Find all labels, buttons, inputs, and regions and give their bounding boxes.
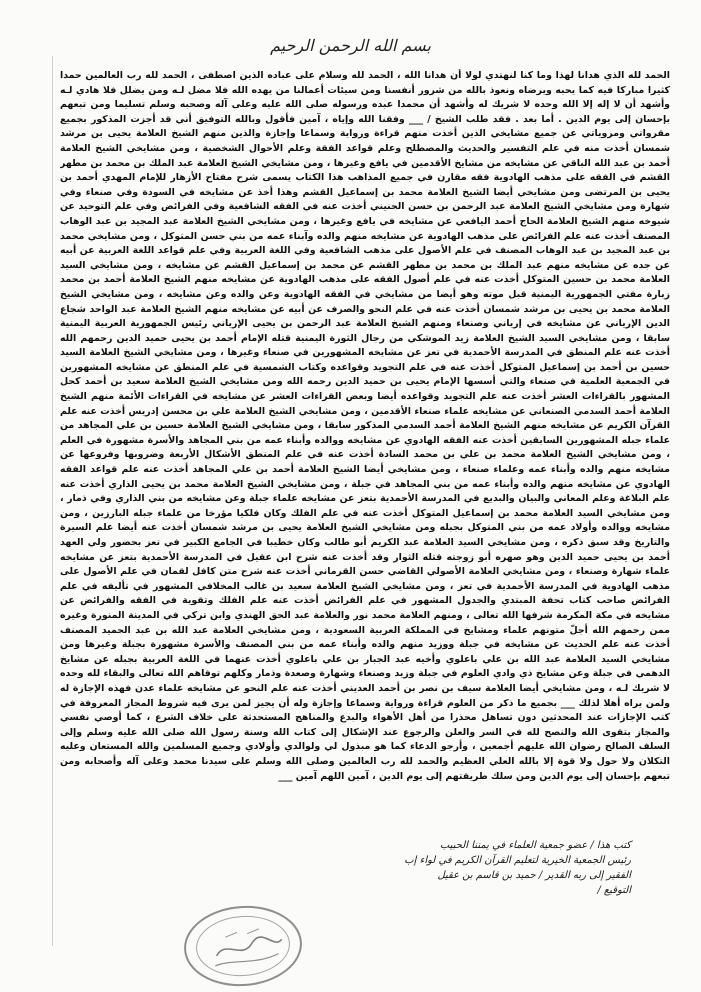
closing-line-author-title: كتب هذا / عضو جمعية العلماء في يمننا الحبيب	[439, 840, 631, 851]
closing-block	[111, 838, 631, 898]
closing-line-author-name: الفقير إلى ربه القدير / حميد بن قاسم بن عقيل	[437, 870, 631, 881]
association-stamp	[181, 902, 304, 990]
basmala-header: بسم الله الرحمن الرحيم	[270, 36, 431, 55]
ijaza-body-text	[60, 69, 670, 869]
closing-line-association: رئيس الجمعية الخيرية لتعليم القرآن الكريم في لواء إب	[404, 855, 631, 866]
body-paragraph: الحمد لله الذي هدانا لهذا وما كنا لنهتدي لولا أن هدانا الله ، الحمد لله وسلام على عباده الذين اصطفى ، الحمد لله رب العالمين حمدا كثيرا مباركا فيه كما يحبه ويرضاه ونعوذ بالله من شرور أنفسنا ومن سيئات أعمالنا من يهده الله فلا مضل لـه ومن يضلل فلا هادي لـه وأشهد أن لا إله إلا الله وحده لا شريك له وأشهد أن محمدا عبده ورسوله صلى الله عليه وعلى آله وصحبه وسلم تسليما ومن تبعهم بإحسان إلى يوم الدين . أما بعد . فقد طلب الشيخ / ___ وفقنا الله وإياه ، آمين فأقول وبالله التوفيق أني قد أجزت المذكور بجميع مقرواتي ومروياتي عن جميع مشايخي الذين أخذت منهم قراءة ورواية وسماعا وإجازة والذين منهم الشيخ العلامة يحيى بن مرشد شمسان أخذت منه في علم التفسير والحديث والمصطلح وعلم قواعد الفقة وعلم الأحوال الشخصية ، ومن مشايخي الشيخ العلامة أحمد بن عبد الله الباقي عن مشايخه من مشايخ الأقدمين في يافع وغيرها ، ومن مشايخي الشيخ العلامة عبد الملك بن محمد بن مطهر القشم في الفقه على مذهب الهادوية فقه مقارن في جميع المذاهب هذا الكتاب يسمى شرح مفتاح الأزهار للإمام المهدي أحمد بن يحيى بن المرتضى ومن مشايخي أيضا الشيخ العلامة محمد بن إسماعيل القشم وهذا أخذ عن مشايخه في السودة وفي صنعاء وفي شهارة ومن مشايخي الشيخ العلامة عبد الرحمن بن حسن الحنيني أخذت عنه في الفقه الشافعية وفي الفرائض وفي علم التوحيد عن شيوخه منهم الشيخ العلامة الحاج أحمد اليافعي عن مشايخه في يافع وغيرها ، ومن مشايخي الشيخ العلامة عبد المجيد بن عبد الوهاب المصنف أخذت عنه علم الفرائض على مذهب الهادوية عن مشايخه منهم والده وآبناء عمه من بني حسن المتوكل ، ومن مشايخي محمد بن عبد المجيد بن عبد الوهاب المصنف في علم الأصول على مذهب الشافعية وفي اللغة العربية وفي علم قواعد اللغة العربية عن أبيه عن جده عن مشايخه منهم عبد الملك بن محمد بن مطهر القشم عن محمد بن إسماعيل القشم عن مشايخه ، ومن مشايخي السيد العلامة محمد بن حسين المتوكل أخذت عنه في علم أصول الفقه على مذهب الهادوية عن مشايخه منهم الشيخ العلامة أحمد بن محمد زبارة مفتي الجمهورية اليمنية قبل موته وهو أيضا من مشايخي في الفقه الهادوية وعن والده وعن مشايخه ، ومن مشايخي الشيخ العلامة محمد بن يحيى بن مرشد شمسان أخذت عنه في علم النحو والصرف عن أبيه عن مشايخه منهم الشيخ العلامة عبد الواحد شجاع الدين الإرياني عن مشايخه في إرياني وصنعاء ومنهم الشيخ العلامة عبد الرحمن بن يحيى الإرياني رئيس الجمهورية العربية اليمنية سابقا ، ومن مشايخي السيد الشيخ العلامة زيد الموشكي من رجال الثورة اليمنية قتله الإمام أحمد بن يحيى حميد الدين رحمهم الله أخذت عنه علم المنطق في المدرسة الأحمدية في تعز عن مشايخه المشهورين في صنعاء وغيرها ، ومن مشايخي الشيخ العلامة السيد حسين بن أحمد بن إسماعيل المتوكل أخذت عنه في علم التجويد وقواعده وكتاب الشمسية في علم المنطق عن مشايخه المشهورين في الجمعية العلمية في صنعاء والتي أسسها الإمام يحيى بن حميد الدين رحمه الله ومن مشايخي الشيخ العلامة سعيد بن أحمد كحل المشهور بالقراءات العشر أخذت عنه علم التجويد وقواعده أيضا وبعض القراءات العشر عن مشايخه في القراءات الأئمة منهم الشيخ العلامة أحمد السدمي الصنعاني عن مشايخه علماء صنعاء الأقدمين ، ومن مشايخي الشيخ العلامة علي بن محسن إدريس أخذت عنه علم القرآن الكريم عن مشايخه منهم الشيخ العلامة أحمد السدمي المذكور سابقا ، ومن مشايخي الشيخ العلامة حسين بن علي المجاهد من علماء جبله المشهورين السابقين أخذت عنه الفقه الهادوي عن مشايخه ووالده وأبناء عمه من بني المجاهد والأسرة مشهورة في العلم ، ومن مشايخي الشيخ العلامة محمد بن علي بن محمد السادة أخذت عنه في علم المنطق الأشكال الأربعة وضروبها وفروعها عن مشايخه منهم والده وأبناء عمه وعلماء صنعاء ، ومن مشايخي أيضا الشيخ العلامة أحمد بن علي المجاهد أخذت عنه علم قواعد الفقه الهادوي عن مشايخه منهم والده وأبناء عمه من بني المجاهد في جبلة ، ومن مشايخي الشيخ العلامة محمد بن يحيى الذاري أخذت عنه علم البلاغة وعلم المعاني والبيان والبديع في المدرسة الأحمدية بتعز عن مشايخه علماء جبلة وعن مشايخه من بني الذاري وفي ذمار ، ومن مشايخي السيد العلامة محمد بن إسماعيل المتوكل أخذت عنه في علم الفلك وكان فلكيا مؤرخا من علماء جبله البارزين ، ومن مشايخه ووالده وأولاد عمه من بني المتوكل بجبله ومن مشايخي الشيخ العلامة يحيى بن مرشد شمسان أخذت عنه أيضا علم السيرة والتاريخ وقد سبق ذكره ، ومن مشايخي السيد العلامة عبد الكريم أبو طالب وكان خطيبا في الجامع الكبير في تعز بحضور ولي العهد أحمد بن يحيى حميد الدين وهو صهره أبو زوجته قتله الثوار وقد أخذت عنه شرح ابن عقيل في المدرسة الأحمدية بتعز عن مشايخه علماء شهارة وصنعاء ، ومن مشايخي العلامة الأصولي القاضي حسن القرماني أخذت عنه شرح متن كافل لقمان في علم الأصول على مذهب الهادوية في المدرسة الأحمدية في تعز ، ومن مشايخي الشيخ العلامة سعيد بن غالب المخلافي المشهور في تأليفه في علم الفرائض صاحب كتاب تحفة المبتدي والجدول المشهور في علم الفرائض أخذت عنه علم الفلك وتقوية في الفقه والفرائض عن مشايخه في مكة المكرمة شرفها الله تعالى ، ومنهم العلامة محمد نور والعلامة عبد الحق الهندي وابن تركي في المدينة المنورة وغيره ممن رحمهم الله أجلّ متونهم علماء ومشايخ في المملكة العربية السعودية ، ومن مشايخي العلامة عبد الله بن عبد الحميد المصنف أخذت عنه علم الحديث عن مشايخه في جبلة ووزيد منهم والده وأبناء عمه من بني المصنف والأسرة مشهورة بجبلة وغيرها ومن مشايخي السيد العلامة عبد الله بن علي باعلوي وأخيه عبد الجبار بن علي باعلوي أخذت عنهما في اللغة العربية بجبله عن مشايخ الدهمي في جبلة وعن مشايخ ذي وادي العلوم في جبلة وزيد وصنعاء وشهارة وصعدة وذمار وكلهم توفاهم الله تعالى والبقاء لله وحده لا شريك لـه ، ومن مشايخي أيضا العلامة سيف بن نصر بن أحمد العديني أخذت عنه علم النحو عن مشايخه علماء عدن فهذه الإجازة له ولمن يراه أهلا لذلك ___ بجميع ما ذكر من العلوم قراءة ورواية وسماعا وإجازة وله أن يجيز لمن يرى فيه شروط المجاز المعروفة في كتب الإجازات عند المحدثين دون تساهل محذرا من أهل الأهواء والبدع والمناهج المستحدثة على خلاف الشرع ، كما أوصي نفسي والمجاز بتقوى الله والنصح لله في السر والعلن والرجوع عند الإشكال إلى كتاب الله وسنة رسول الله صلى الله عليه وسلم وإلى السلف الصالح رضوان الله عليهم أجمعين ، وأرجو الدعاء كما هو مبذول لي ولوالدي وأولادي وجميع المسلمين والله المستعان وعليه التكلان ولا حول ولا قوة إلا بالله العلي العظيم والحمد لله رب العالمين وصلى الله وسلم على سيدنا محمد وعلى آله وأصحابه ومن تبعهم بإحسان إلى يوم الدين ومن سلك طريقتهم إلى يوم الدين ، آمين اللهم آمين ___	[60, 70, 670, 782]
signature-label: التوقيع /	[597, 885, 631, 896]
